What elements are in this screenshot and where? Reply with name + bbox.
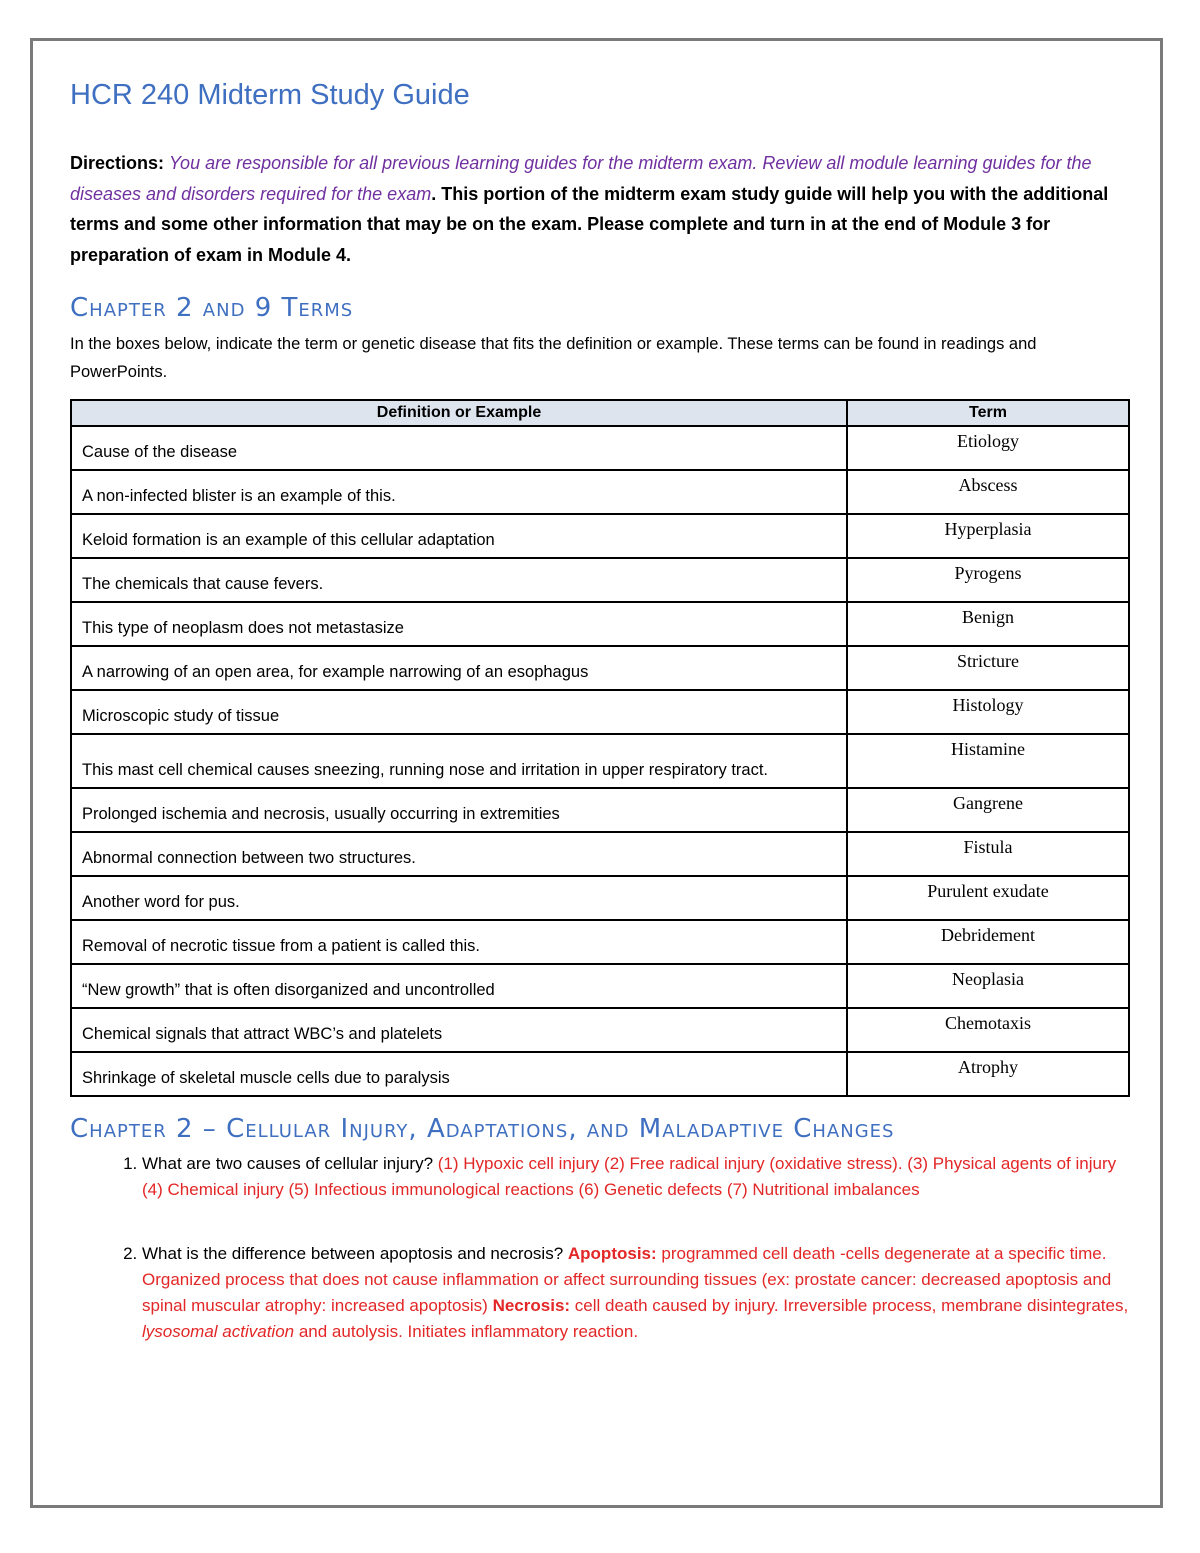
definition-cell: A non-infected blister is an example of this. — [71, 470, 847, 514]
term-cell: Purulent exudate — [847, 876, 1129, 920]
definition-cell: Abnormal connection between two structures. — [71, 832, 847, 876]
header-definition: Definition or Example — [71, 400, 847, 426]
definition-cell: Chemical signals that attract WBC’s and platelets — [71, 1008, 847, 1052]
term-cell: Fistula — [847, 832, 1129, 876]
definition-cell: This type of neoplasm does not metastasize — [71, 602, 847, 646]
term-cell: Chemotaxis — [847, 1008, 1129, 1052]
term-cell: Atrophy — [847, 1052, 1129, 1096]
answer-item: Infectious immunological reactions — [309, 1180, 579, 1199]
table-row — [71, 832, 1129, 876]
definition-cell: Another word for pus. — [71, 876, 847, 920]
definition-cell: This mast cell chemical causes sneezing, running nose and irritation in upper respiratory tract. — [71, 734, 847, 788]
answer-number: (4) — [142, 1180, 163, 1199]
table-row — [71, 602, 1129, 646]
answer-number: (6) — [578, 1180, 600, 1199]
table-row — [71, 876, 1129, 920]
table-row — [71, 1052, 1129, 1096]
term-cell: Hyperplasia — [847, 514, 1129, 558]
terms-table — [70, 399, 1130, 1097]
term-cell: Benign — [847, 602, 1129, 646]
question-item-1 — [142, 1151, 1132, 1203]
term-cell: Stricture — [847, 646, 1129, 690]
table-header-row — [71, 400, 1129, 426]
apoptosis-text: programmed cell death -cells degenerate at a specific time. Organized process that does not cause inflammation or affect surrounding tissues (ex: prostate cancer: decreased apoptosis and spinal muscular atrophy: increased apoptosis) — [142, 1244, 1112, 1315]
necrosis-text: cell death caused by injury. Irreversible process, membrane disintegrates, — [570, 1296, 1129, 1315]
answer-number: (5) — [288, 1180, 310, 1199]
definition-cell: A narrowing of an open area, for example narrowing of an esophagus — [71, 646, 847, 690]
necrosis-italic-text: lysosomal activation — [142, 1322, 295, 1341]
table-row — [71, 558, 1129, 602]
answer-item: Free radical injury (oxidative stress). — [624, 1154, 908, 1173]
question-text: What are two causes of cellular injury? — [142, 1154, 438, 1173]
term-cell: Abscess — [847, 470, 1129, 514]
directions-bold-text: . This portion of the midterm exam study guide will help you with the additional terms and some other information that may be on the exam. Please complete and turn in at the end of Module 3 for preparation of exam in Module 4. — [70, 183, 1109, 265]
table-row — [71, 1008, 1129, 1052]
term-cell: Histology — [847, 690, 1129, 734]
term-cell: Debridement — [847, 920, 1129, 964]
table-row — [71, 690, 1129, 734]
table-row — [71, 964, 1129, 1008]
answer-item: Chemical injury — [162, 1180, 289, 1199]
table-row — [71, 646, 1129, 690]
apoptosis-label: Apoptosis: — [567, 1244, 657, 1263]
question-item-2 — [142, 1241, 1132, 1345]
table-row — [71, 788, 1129, 832]
definition-cell: “New growth” that is often disorganized and uncontrolled — [71, 964, 847, 1008]
answer-item: Genetic defects — [599, 1180, 727, 1199]
term-cell: Gangrene — [847, 788, 1129, 832]
question-text: What is the difference between apoptosis and necrosis? — [142, 1244, 568, 1263]
term-cell: Etiology — [847, 426, 1129, 470]
table-row — [71, 920, 1129, 964]
answer-number: (3) — [907, 1154, 929, 1173]
directions-paragraph — [70, 148, 1132, 270]
term-cell: Histamine — [847, 734, 1129, 788]
section-heading-chapter-2-cellular-injury: Chapter 2 – Cellular Injury, Adaptations, and Maladaptive Changes — [70, 1114, 895, 1144]
document-body — [70, 76, 1132, 1345]
answer-item: Physical agents of injury — [928, 1154, 1117, 1173]
answer-number: (2) — [604, 1154, 625, 1173]
definition-cell: Prolonged ischemia and necrosis, usually occurring in extremities — [71, 788, 847, 832]
definition-cell: Keloid formation is an example of this cellular adaptation — [71, 514, 847, 558]
answer-item: Hypoxic cell injury — [458, 1154, 605, 1173]
definition-cell: The chemicals that cause fevers. — [71, 558, 847, 602]
section-intro: In the boxes below, indicate the term or genetic disease that fits the definition or example. These terms can be found in readings and PowerPoints. — [70, 335, 1037, 381]
header-term: Term — [847, 400, 1129, 426]
directions-italic-text: You are responsible for all previous learning guides for the midterm exam. Review all module learning guides for the diseases and disorders required for the exam — [70, 153, 1092, 204]
table-row — [71, 470, 1129, 514]
document-title: HCR 240 Midterm Study Guide — [70, 79, 470, 111]
table-row — [71, 426, 1129, 470]
answer-number: (7) — [726, 1180, 748, 1199]
term-cell: Neoplasia — [847, 964, 1129, 1008]
question-list — [70, 1151, 1132, 1345]
definition-cell: Shrinkage of skeletal muscle cells due to paralysis — [71, 1052, 847, 1096]
necrosis-label: Necrosis: — [492, 1296, 571, 1315]
directions-label: Directions: — [70, 153, 165, 173]
section-heading-chapter-2-and-9: Chapter 2 and 9 Terms — [70, 293, 354, 323]
necrosis-end-text: and autolysis. Initiates inflammatory reaction. — [294, 1322, 639, 1341]
answer-number: (1) — [437, 1154, 459, 1173]
definition-cell: Removal of necrotic tissue from a patient is called this. — [71, 920, 847, 964]
definition-cell: Cause of the disease — [71, 426, 847, 470]
table-row — [71, 514, 1129, 558]
table-row — [71, 734, 1129, 788]
term-cell: Pyrogens — [847, 558, 1129, 602]
answer-item: Nutritional imbalances — [747, 1180, 920, 1199]
definition-cell: Microscopic study of tissue — [71, 690, 847, 734]
